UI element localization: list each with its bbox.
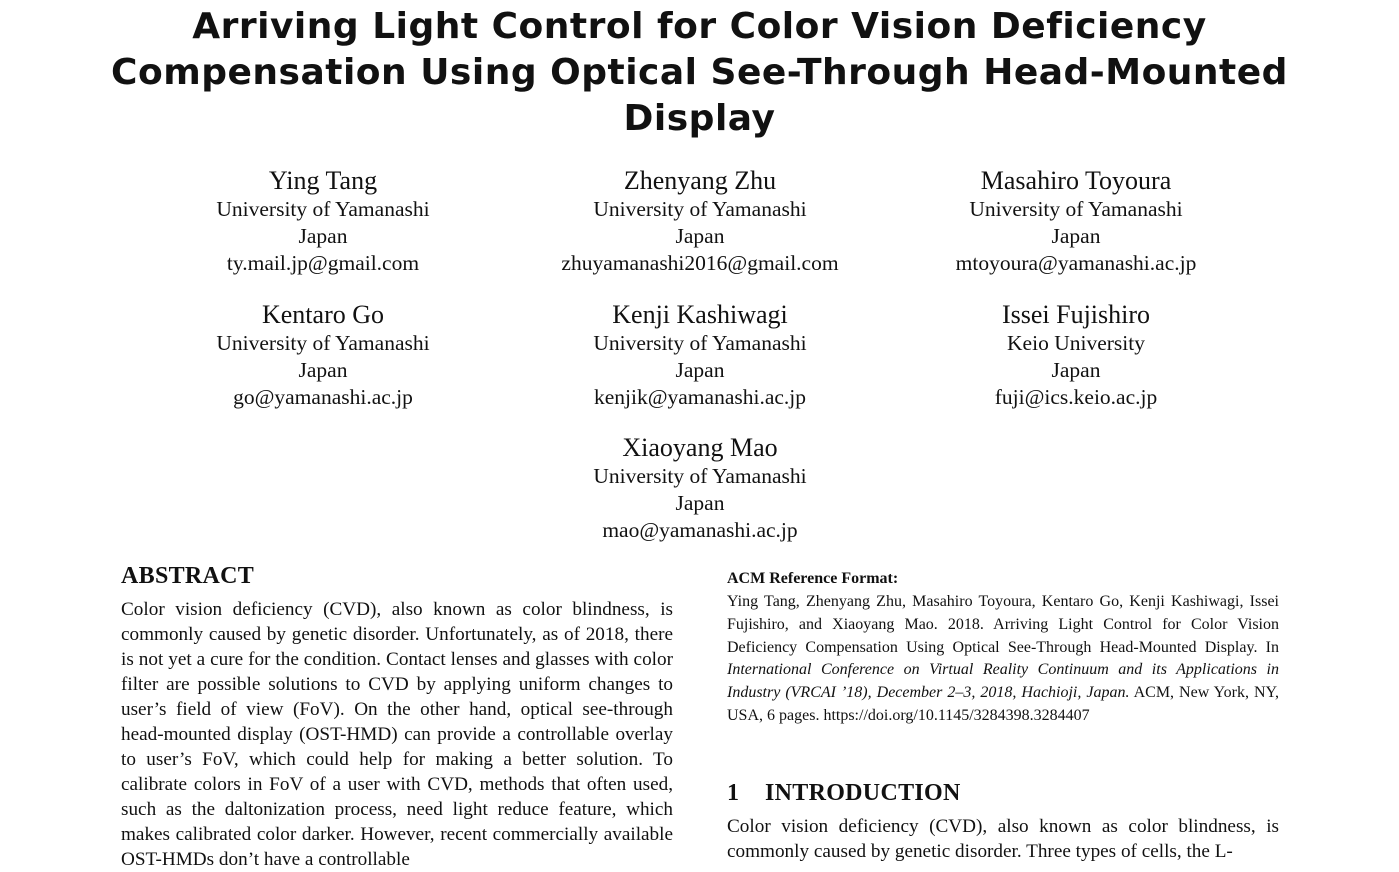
- author-name: Masahiro Toyoura: [980, 166, 1172, 195]
- author-affiliation: University of Yamanashi: [593, 464, 807, 488]
- author-block: [500, 433, 900, 545]
- title-line: Compensation Using Optical See-Through Head-Mounted: [111, 52, 1288, 93]
- section-title: INTRODUCTION: [765, 780, 961, 806]
- abstract-heading: ABSTRACT: [121, 563, 255, 589]
- author-email[interactable]: mao@yamanashi.ac.jp: [602, 518, 798, 543]
- author-country: Japan: [1051, 224, 1101, 249]
- author-country: Japan: [675, 358, 725, 383]
- author-country: Japan: [675, 491, 725, 516]
- paper-title: [100, 4, 1299, 142]
- author-name: Kentaro Go: [261, 300, 384, 329]
- section-number: 1: [727, 780, 740, 806]
- author-name: Issei Fujishiro: [1001, 300, 1151, 329]
- reference-section: [727, 569, 1279, 728]
- author-name: Xiaoyang Mao: [622, 433, 778, 462]
- reference-heading: ACM Reference Format:: [727, 570, 899, 587]
- title-line: Arriving Light Control for Color Vision Deficiency: [192, 6, 1207, 47]
- author-affiliation: University of Yamanashi: [969, 197, 1183, 221]
- author-country: Japan: [1051, 358, 1101, 383]
- author-affiliation: University of Yamanashi: [216, 331, 430, 355]
- author-name: Ying Tang: [268, 166, 378, 195]
- reference-authors: Ying Tang, Zhenyang Zhu, Masahiro Toyoura, Kentaro Go, Kenji Kashiwagi, Issei Fujishiro, and Xiaoyang Mao. 2018. Arriving Light Control for Color Vision Deficiency Compensation Using Optical See-Through Head-Mounted Display. In: [727, 593, 1279, 656]
- author-email[interactable]: zhuyamanashi2016@gmail.com: [561, 251, 839, 276]
- author-name: Kenji Kashiwagi: [612, 300, 788, 329]
- author-email[interactable]: fuji@ics.keio.ac.jp: [994, 385, 1158, 410]
- author-email[interactable]: ty.mail.jp@gmail.com: [226, 251, 420, 276]
- author-email[interactable]: mtoyoura@yamanashi.ac.jp: [955, 251, 1197, 276]
- title-line: Display: [623, 98, 776, 139]
- author-country: Japan: [675, 224, 725, 249]
- author-email[interactable]: go@yamanashi.ac.jp: [233, 385, 413, 410]
- author-country: Japan: [298, 224, 348, 249]
- reference-venue: International Conference on Virtual Reality Continuum and its Applications in Industry (VRCAI ’18), December 2–3, 2018, Hachioji, Japan.: [727, 661, 1279, 702]
- author-email[interactable]: kenjik@yamanashi.ac.jp: [593, 385, 807, 410]
- author-block: [123, 300, 523, 412]
- author-affiliation: University of Yamanashi: [593, 331, 807, 355]
- author-block: [500, 166, 900, 278]
- reference-text: [727, 591, 1279, 728]
- reference-tail: ACM, New York, NY, USA, 6 pages. https://doi.org/10.1145/3284398.3284407: [727, 684, 1280, 724]
- author-affiliation: University of Yamanashi: [593, 197, 807, 221]
- abstract-section: [121, 561, 673, 872]
- author-block: [500, 300, 900, 412]
- abstract-text: Color vision deficiency (CVD), also known as color blindness, is commonly caused by genetic disorder. Unfortunately, as of 2018, there is not yet a cure for the condition. Contact lenses and glasses with color filter are possible solutions to CVD by applying uniform changes to user’s field of view (FoV). On the other hand, optical see-through head-mounted display (OST-HMD) can provide a controllable overlay to user’s FoV, which could help for making a better solution. To calibrate colors in FoV of a user with CVD, methods that often used, such as the daltonization process, need light reduce feature, which makes calibrated color darker. However, recent commercially available OST-HMDs don’t have a controllable: [121, 599, 673, 870]
- author-block: [876, 166, 1276, 278]
- introduction-heading: [727, 778, 961, 808]
- author-block: [876, 300, 1276, 412]
- introduction-text: Color vision deficiency (CVD), also known as color blindness, is commonly caused by genetic disorder. Three types of cells, the L-: [727, 816, 1279, 862]
- author-block: [123, 166, 523, 278]
- author-affiliation: Keio University: [1007, 331, 1145, 355]
- author-country: Japan: [298, 358, 348, 383]
- author-name: Zhenyang Zhu: [623, 166, 777, 195]
- author-affiliation: University of Yamanashi: [216, 197, 430, 221]
